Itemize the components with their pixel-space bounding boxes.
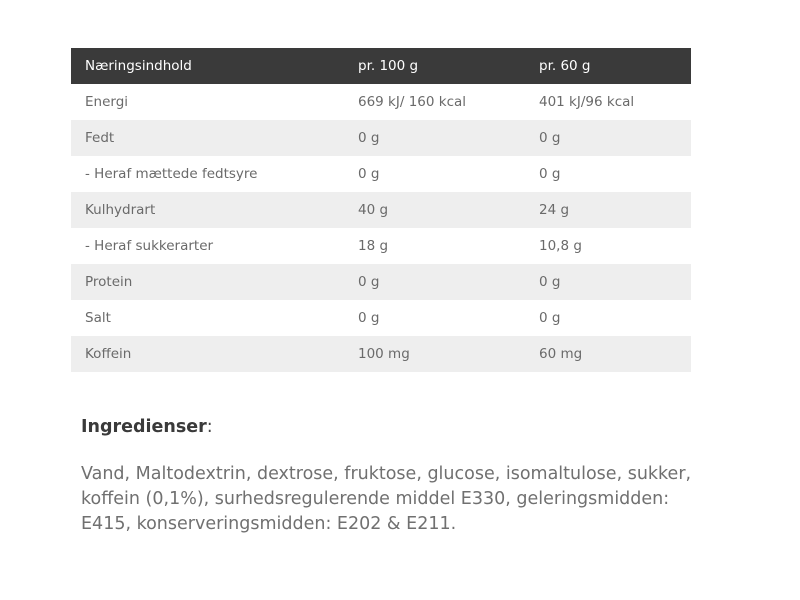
table-row (71, 156, 691, 192)
table-row (71, 120, 691, 156)
row-value-per-100g: 0 g (358, 310, 380, 326)
header-cell-per-100g: pr. 100 g (344, 48, 525, 84)
row-value-per-100g: 18 g (358, 238, 389, 254)
header-cell-nutrient: Næringsindhold (71, 48, 344, 84)
row-value-per-60g: 0 g (525, 264, 691, 300)
row-label: Energi (85, 94, 129, 110)
row-value-per-100g: 669 kJ/ 160 kcal (358, 94, 467, 110)
table-row (71, 84, 691, 120)
row-label: Fedt (71, 120, 344, 156)
row-value-per-100g: 0 g (344, 120, 525, 156)
ingredients-heading-colon: : (206, 417, 213, 437)
table-row (71, 264, 691, 300)
row-value-per-60g: 24 g (525, 192, 691, 228)
row-value-per-60g: 0 g (539, 166, 561, 182)
table-row (71, 336, 691, 372)
table-header-row (71, 48, 691, 84)
table-row (71, 192, 691, 228)
row-value-per-100g: 0 g (358, 166, 380, 182)
table-row (71, 228, 691, 264)
row-value-per-100g: 0 g (344, 264, 525, 300)
row-label: Protein (71, 264, 344, 300)
row-value-per-100g: 100 mg (344, 336, 525, 372)
row-label: - Heraf mættede fedtsyre (85, 166, 258, 182)
row-value-per-100g: 40 g (344, 192, 525, 228)
row-value-per-60g: 401 kJ/96 kcal (539, 94, 635, 110)
ingredients-heading (81, 417, 213, 437)
ingredients-text: Vand, Maltodextrin, dextrose, fruktose, glucose, isomaltulose, sukker, koffein (0,1%), surhedsregulerende middel E330, geleringsmidden: E415, konserveringsmidden: E202 & E211. (81, 464, 692, 534)
table-row (71, 300, 691, 336)
row-value-per-60g: 0 g (525, 120, 691, 156)
ingredients-heading-label: Ingredienser (81, 417, 207, 437)
row-value-per-60g: 60 mg (525, 336, 691, 372)
header-cell-per-60g: pr. 60 g (525, 48, 691, 84)
row-label: Salt (85, 310, 111, 326)
row-label: Kulhydrart (71, 192, 344, 228)
nutrition-table (71, 48, 691, 372)
row-value-per-60g: 0 g (539, 310, 561, 326)
row-value-per-60g: 10,8 g (539, 238, 582, 254)
row-label: Koffein (71, 336, 344, 372)
row-label: - Heraf sukkerarter (85, 238, 214, 254)
